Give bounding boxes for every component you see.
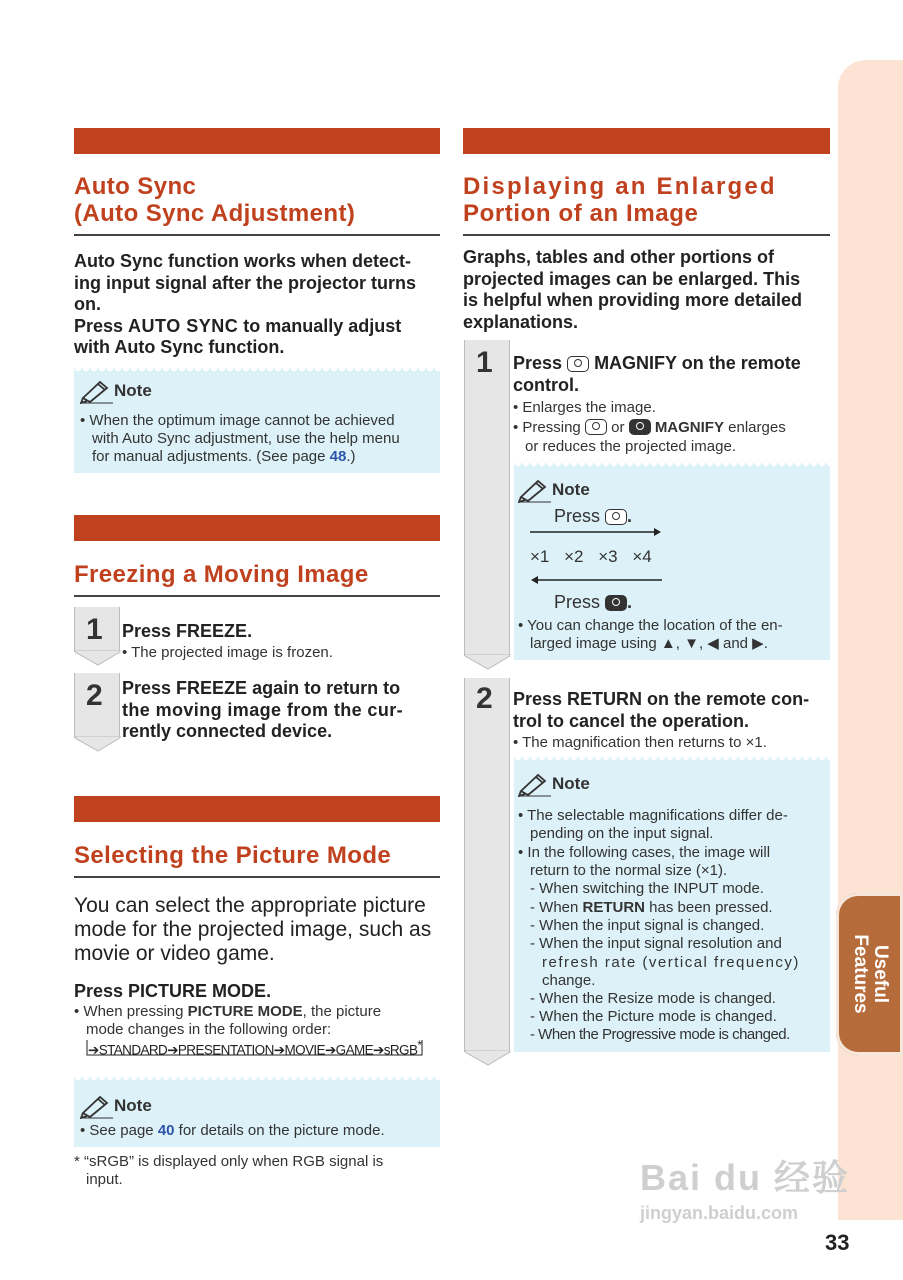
section-header-bar [74, 128, 440, 154]
reduce-icon [605, 595, 627, 611]
title-divider [74, 595, 440, 597]
title-divider [74, 234, 440, 236]
note-text: - When the Progressive mode is changed. [530, 1026, 790, 1043]
note-box [514, 757, 830, 1052]
auto-sync-title: Auto Sync (Auto Sync Adjustment) [74, 173, 356, 227]
picture-mode-description: You can select the appropriate picture mode for the projected image, such as movie or video game. [74, 894, 432, 965]
note-text: - When the Picture mode is changed. [530, 1008, 777, 1025]
note-text: - When RETURN has been pressed. [530, 899, 773, 916]
note-text: larged image using ▲, ▼, ◀ and ▶. [530, 635, 768, 652]
press-picture-mode: Press PICTURE MODE. [74, 981, 272, 1001]
step-heading: Press FREEZE again to return to the moving image from the cur- rently connected device. [122, 678, 404, 741]
note-text: return to the normal size (×1). [530, 862, 728, 879]
step-heading: Press MAGNIFY on the remote control. [513, 353, 801, 395]
magnification-scale: ×1 ×2 ×3 ×4 [530, 547, 652, 566]
freezing-title: Freezing a Moving Image [74, 561, 369, 588]
enlarge-description: Graphs, tables and other portions of projected images can be enlarged. This is helpful when providing more detailed explanations. [463, 247, 803, 332]
press-enlarge-line: Press . [554, 506, 633, 526]
mode-order-diagram: ➔STANDARD➔PRESENTATION➔MOVIE➔GAME➔sRGB* [88, 1038, 422, 1058]
note-text: • See page 40 for details on the picture mode. [80, 1122, 385, 1139]
step-tab [464, 678, 510, 1052]
title-divider [74, 876, 440, 878]
note-text: - When switching the INPUT mode. [530, 880, 764, 897]
note-box [74, 1077, 440, 1147]
auto-sync-description: Auto Sync function works when detect- ing input signal after the projector turns on. Press AUTO SYNC to manually adjust with Auto Sync function. [74, 251, 417, 357]
note-heading: Note [80, 1093, 152, 1119]
magnify-button-icon [567, 356, 589, 372]
watermark: Bai du 经验 jingyan.baidu.com [640, 1157, 851, 1223]
note-text: • When the optimum image cannot be achieved [80, 412, 395, 429]
pencil-note-icon [518, 477, 552, 503]
pencil-note-icon [80, 1093, 114, 1119]
picture-mode-title: Selecting the Picture Mode [74, 842, 392, 869]
section-header-bar [74, 515, 440, 541]
note-heading: Note [518, 771, 590, 797]
step-number: 1 [476, 346, 493, 379]
page-link-40[interactable]: 40 [157, 1122, 175, 1139]
enlarge-title: Displaying an Enlarged Portion of an Image [463, 173, 777, 227]
reduce-icon [629, 419, 651, 435]
note-text: • In the following cases, the image will [518, 844, 771, 861]
step-number: 1 [86, 613, 103, 646]
note-text: pending on the input signal. [530, 825, 714, 842]
mode-standard: STANDARD [98, 1042, 168, 1058]
note-text: - When the input signal resolution and [530, 935, 782, 952]
note-text: • The selectable magnifications differ de- [518, 807, 788, 824]
page-number: 33 [825, 1230, 850, 1255]
step-detail: • The projected image is frozen. [122, 644, 333, 661]
page-link-48[interactable]: 48 [329, 448, 347, 465]
section-header-bar [463, 128, 830, 154]
note-text: refresh rate (vertical frequency) [542, 954, 800, 971]
note-text: - When the input signal is changed. [530, 917, 765, 934]
step-tab [464, 340, 510, 656]
mode-srgb: sRGB [383, 1042, 418, 1058]
title-divider [463, 234, 830, 236]
mode-presentation: PRESENTATION [177, 1042, 274, 1058]
note-heading: Note [518, 477, 590, 503]
section-tab-useful-features[interactable] [836, 893, 903, 1055]
step-detail: • Enlarges the image. [513, 399, 656, 416]
note-text: for manual adjustments. (See page 48.) [92, 448, 356, 465]
mode-movie: MOVIE [284, 1042, 325, 1058]
enlarge-icon [585, 419, 607, 435]
note-text: • You can change the location of the en- [518, 617, 783, 634]
picture-mode-detail: • When pressing PICTURE MODE, the picture mode changes in the following order: [74, 1003, 382, 1038]
srgb-footnote: * “sRGB” is displayed only when RGB signal is input. [74, 1153, 384, 1188]
section-tab-label: Useful Features [849, 934, 891, 1014]
press-reduce-line: Press . [554, 592, 633, 612]
step-number: 2 [476, 682, 493, 715]
note-heading: Note [80, 378, 152, 404]
note-text: - When the Resize mode is changed. [530, 990, 776, 1007]
step-heading: Press RETURN on the remote con- trol to cancel the operation. [513, 689, 810, 731]
enlarge-icon [605, 509, 627, 525]
pencil-note-icon [518, 771, 552, 797]
step-heading: Press FREEZE. [122, 621, 253, 641]
arrow-right-icon [530, 527, 662, 537]
note-box [514, 463, 830, 660]
step-detail: • The magnification then returns to ×1. [513, 734, 767, 751]
note-text: change. [542, 972, 596, 989]
step-detail: • Pressing or MAGNIFY enlarges or reduces the projected image. [513, 419, 786, 455]
note-text: with Auto Sync adjustment, use the help menu [92, 430, 400, 447]
arrow-left-icon [530, 575, 662, 585]
mode-game: GAME [335, 1042, 374, 1058]
pencil-note-icon [80, 378, 114, 404]
step-number: 2 [86, 679, 103, 712]
section-header-bar [74, 796, 440, 822]
note-box [74, 368, 440, 473]
